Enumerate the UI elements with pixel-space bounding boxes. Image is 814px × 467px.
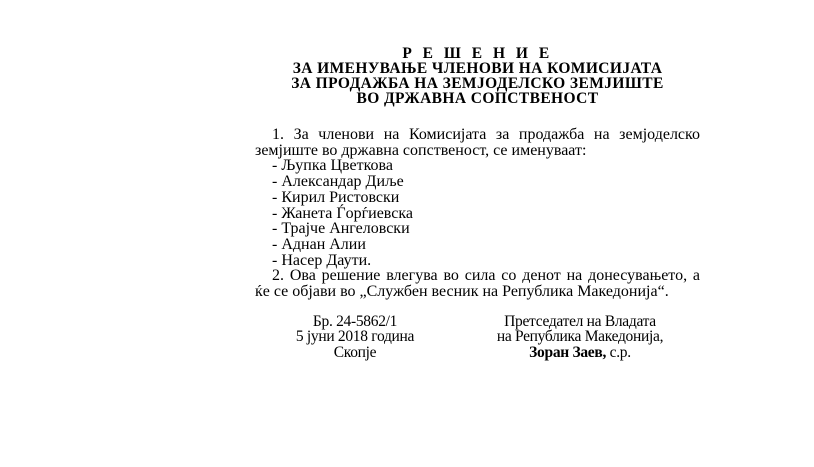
list-item: - Кирил Ристовски — [272, 188, 400, 206]
document-title — [255, 46, 700, 106]
list-item: - Аднан Алии — [272, 235, 366, 253]
document-date: 5 јуни 2018 година — [295, 328, 415, 346]
signature-block — [255, 314, 700, 364]
signatory-line — [460, 345, 700, 361]
list-item: - Насер Даути. — [272, 251, 372, 269]
list-item: - Жанета Ѓорѓиевска — [272, 204, 413, 222]
title-line-1: ЗА ИМЕНУВАЊЕ ЧЛЕНОВИ НА КОМИСИЈАТА — [292, 60, 663, 77]
list-item: - Трајче Ангеловски — [272, 220, 410, 238]
signatory-name: Зоран Заев, — [529, 344, 607, 362]
document-reference — [255, 314, 455, 361]
title-heading: Р Е Ш Е Н И Е — [402, 45, 553, 62]
signatory — [460, 314, 700, 361]
list-item: - Александар Диље — [272, 173, 404, 191]
signatory-suffix: с.р. — [606, 344, 631, 362]
signatory-role-line-1: Претседател на Владата — [504, 312, 656, 330]
list-item: - Љупка Цветкова — [272, 157, 393, 175]
member-list — [255, 158, 700, 268]
signatory-role-line-2: на Република Македонија, — [496, 328, 664, 346]
document-body — [255, 127, 700, 300]
document-place: Скопје — [333, 344, 377, 362]
paragraph-2: 2. Ова решение влегува во сила со денот на донесувањето, а ќе се објави во „Службен весник на Република Македонија“. — [255, 267, 700, 301]
document — [255, 46, 700, 364]
title-line-3: ВО ДРЖАВНА СОПСТВЕНОСТ — [356, 90, 599, 107]
paragraph-1: 1. За членови на Комисијата за продажба на земјоделско земјиште во државна сопственост, се именуваат: — [255, 126, 700, 159]
title-line-2: ЗА ПРОДАЖБА НА ЗЕМЈОДЕЛСКО ЗЕМЈИШТЕ — [291, 75, 664, 92]
document-number: Бр. 24-5862/1 — [312, 312, 398, 330]
